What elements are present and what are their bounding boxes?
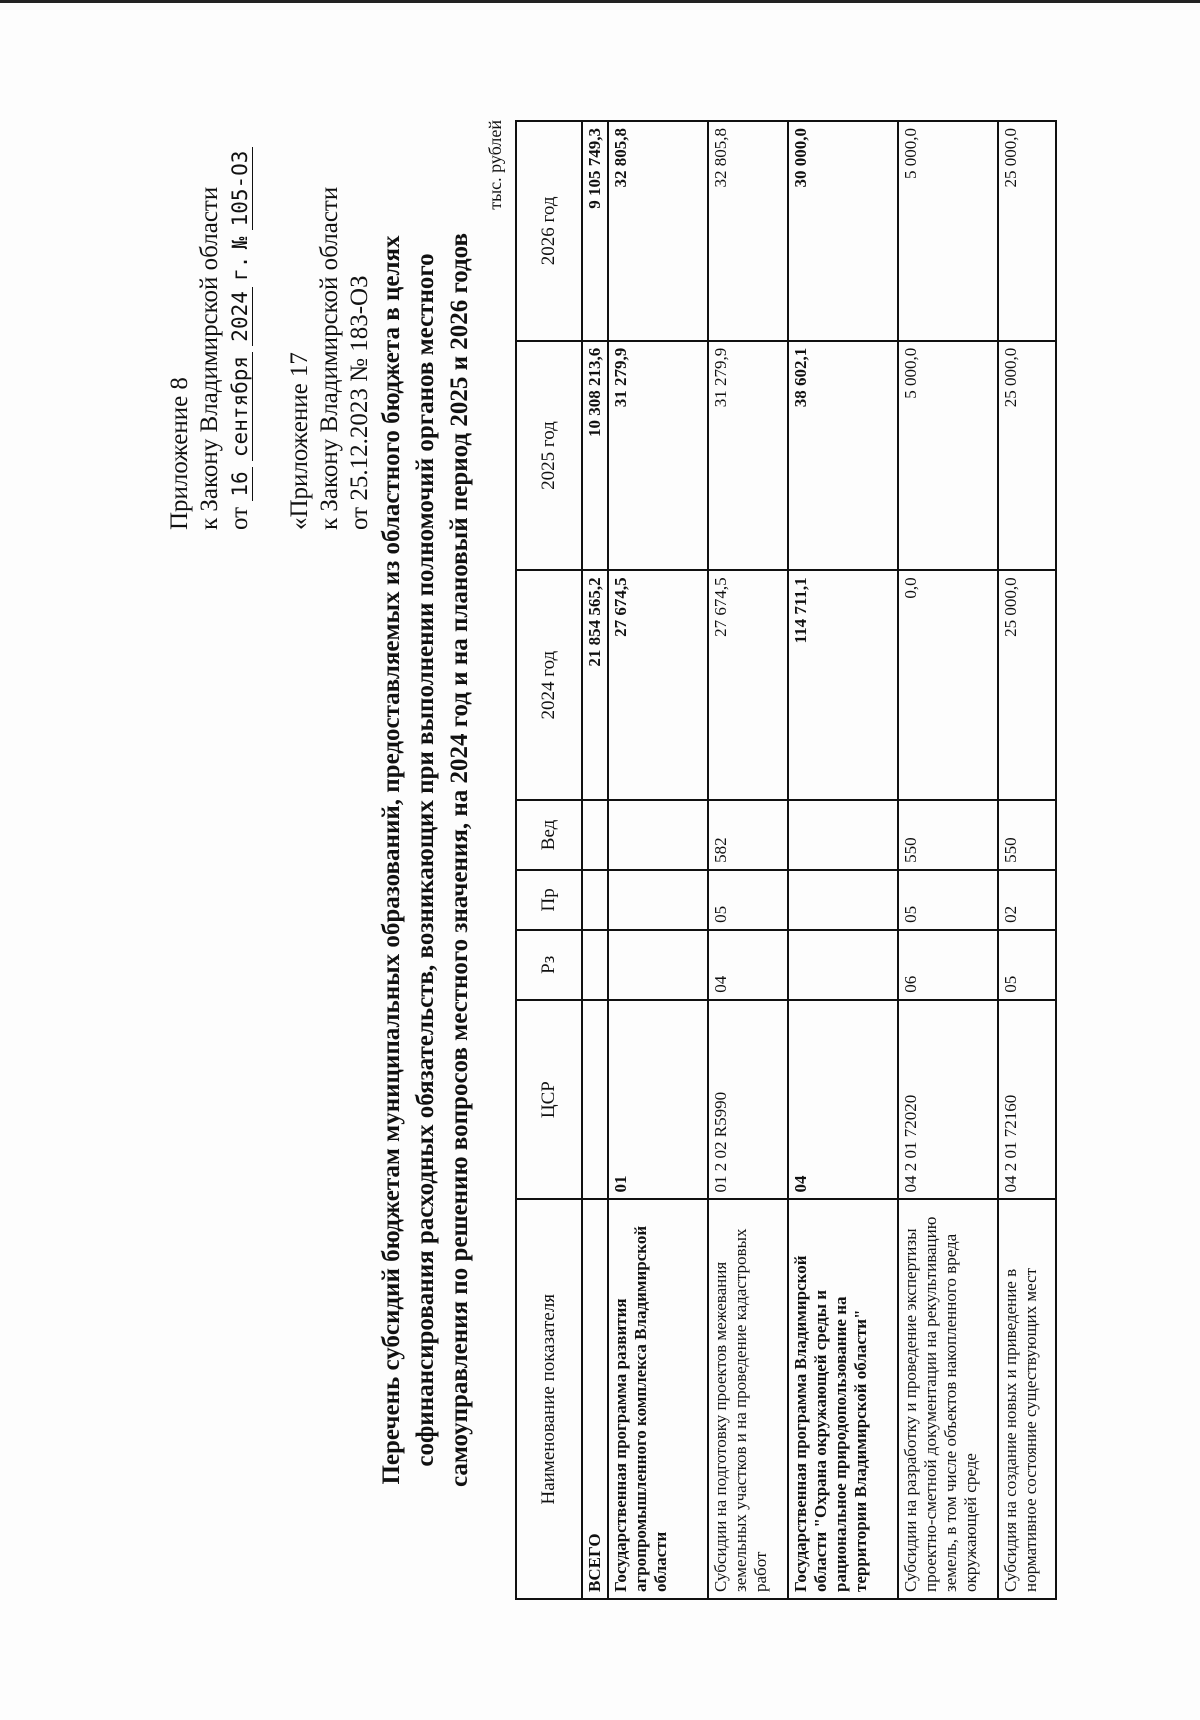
col-header-2024: 2024 год <box>516 570 582 800</box>
col-header-2026: 2026 год <box>516 121 582 341</box>
cell-rz: 05 <box>998 930 1056 1000</box>
appendix-label: Приложение 8 <box>166 377 193 530</box>
cell-ved <box>788 800 898 870</box>
table-row <box>708 121 788 1599</box>
cell-csr: 01 2 02 R5990 <box>708 1000 788 1200</box>
year-suffix: г. <box>228 255 252 281</box>
document-title <box>375 120 477 1600</box>
cell-2025: 25 000,0 <box>998 341 1056 571</box>
number-sign: № <box>228 236 252 250</box>
table-row-total <box>582 121 608 1599</box>
appendix-header <box>165 147 375 530</box>
cell-ved: 550 <box>998 800 1056 870</box>
cell-2024: 0,0 <box>898 570 998 800</box>
col-header-csr: ЦСР <box>516 1000 582 1200</box>
col-header-name: Наименование показателя <box>516 1199 582 1599</box>
cell-name: ВСЕГО <box>582 1199 608 1599</box>
cell-name: Государственная программа Владимирской области "Охрана окружающей среды и рациональное природопользование на территории Владимирской области" <box>788 1199 898 1599</box>
cell-csr: 04 2 01 72160 <box>998 1000 1056 1200</box>
table-row <box>608 121 708 1599</box>
cell-2026: 9 105 749,3 <box>582 121 608 341</box>
cell-name: Субсидии на подготовку проектов межевания земельных участков и на проведение кадастровых работ <box>708 1199 788 1599</box>
cell-2024: 27 674,5 <box>708 570 788 800</box>
cell-rz: 06 <box>898 930 998 1000</box>
cell-2026: 25 000,0 <box>998 121 1056 341</box>
col-header-pr: Пр <box>516 870 582 930</box>
cell-2025: 31 279,9 <box>708 341 788 571</box>
col-header-rz: Рз <box>516 930 582 1000</box>
title-line: Перечень субсидий бюджетам муниципальных образований, предоставляемых из областного бюджета в целях <box>378 235 405 1485</box>
header-gap <box>255 147 285 530</box>
cell-name: Государственная программа развития агропромышленного комплекса Владимирской области <box>608 1199 708 1599</box>
cell-2025: 10 308 213,6 <box>582 341 608 571</box>
col-header-2025: 2025 год <box>516 341 582 571</box>
cell-2025: 5 000,0 <box>898 341 998 571</box>
cell-name: Субсидии на разработку и проведение экспертизы проектно-сметной документации на рекультивацию земель, в том числе объектов накопленного вреда окружающей среде <box>898 1199 998 1599</box>
law-number: 105-ОЗ <box>228 147 253 231</box>
table-row <box>788 121 898 1599</box>
cell-2024: 27 674,5 <box>608 570 708 800</box>
cell-ved: 582 <box>708 800 788 870</box>
units-label: тыс. рублей <box>485 120 505 210</box>
cell-csr <box>582 1000 608 1200</box>
cell-pr: 02 <box>998 870 1056 930</box>
table-header-row <box>516 121 582 1599</box>
cell-2026: 5 000,0 <box>898 121 998 341</box>
cell-csr: 01 <box>608 1000 708 1200</box>
cell-rz <box>788 930 898 1000</box>
title-line: софинансирования расходных обязательств, возникающих при выполнении полномочий органов местного <box>412 253 439 1467</box>
date-year: 2024 <box>228 287 253 346</box>
cell-2026: 32 805,8 <box>608 121 708 341</box>
date-day: 16 <box>228 467 253 500</box>
prev-appendix-label: «Приложение 17 <box>286 352 313 530</box>
date-prefix: от <box>226 506 253 530</box>
cell-pr <box>582 870 608 930</box>
cell-2024: 21 854 565,2 <box>582 570 608 800</box>
cell-ved <box>608 800 708 870</box>
title-line: самоуправления по решению вопросов местного значения, на 2024 год и на плановый период 2025 и 2026 годов <box>446 232 473 1488</box>
law-label: к Закону Владимирской области <box>196 186 223 530</box>
cell-csr: 04 2 01 72020 <box>898 1000 998 1200</box>
cell-pr: 05 <box>898 870 998 930</box>
prev-law-date: от 25.12.2023 № 183-ОЗ <box>346 275 373 530</box>
cell-rz: 04 <box>708 930 788 1000</box>
cell-2024: 25 000,0 <box>998 570 1056 800</box>
rotated-content <box>75 100 1165 1660</box>
cell-ved: 550 <box>898 800 998 870</box>
cell-2025: 31 279,9 <box>608 341 708 571</box>
cell-2025: 38 602,1 <box>788 341 898 571</box>
cell-pr <box>788 870 898 930</box>
cell-2026: 32 805,8 <box>708 121 788 341</box>
cell-2026: 30 000,0 <box>788 121 898 341</box>
cell-csr: 04 <box>788 1000 898 1200</box>
cell-ved <box>582 800 608 870</box>
subsidies-table <box>515 120 1057 1600</box>
cell-2024: 114 711,1 <box>788 570 898 800</box>
cell-pr <box>608 870 708 930</box>
table-row <box>898 121 998 1599</box>
cell-pr: 05 <box>708 870 788 930</box>
cell-rz <box>608 930 708 1000</box>
cell-rz <box>582 930 608 1000</box>
cell-name: Субсидия на создание новых и приведение в нормативное состояние существующих мест <box>998 1199 1056 1599</box>
law-date-line <box>225 147 255 530</box>
prev-law-label: к Закону Владимирской области <box>316 186 343 530</box>
col-header-ved: Вед <box>516 800 582 870</box>
date-month: сентября <box>228 352 253 461</box>
table-row <box>998 121 1056 1599</box>
